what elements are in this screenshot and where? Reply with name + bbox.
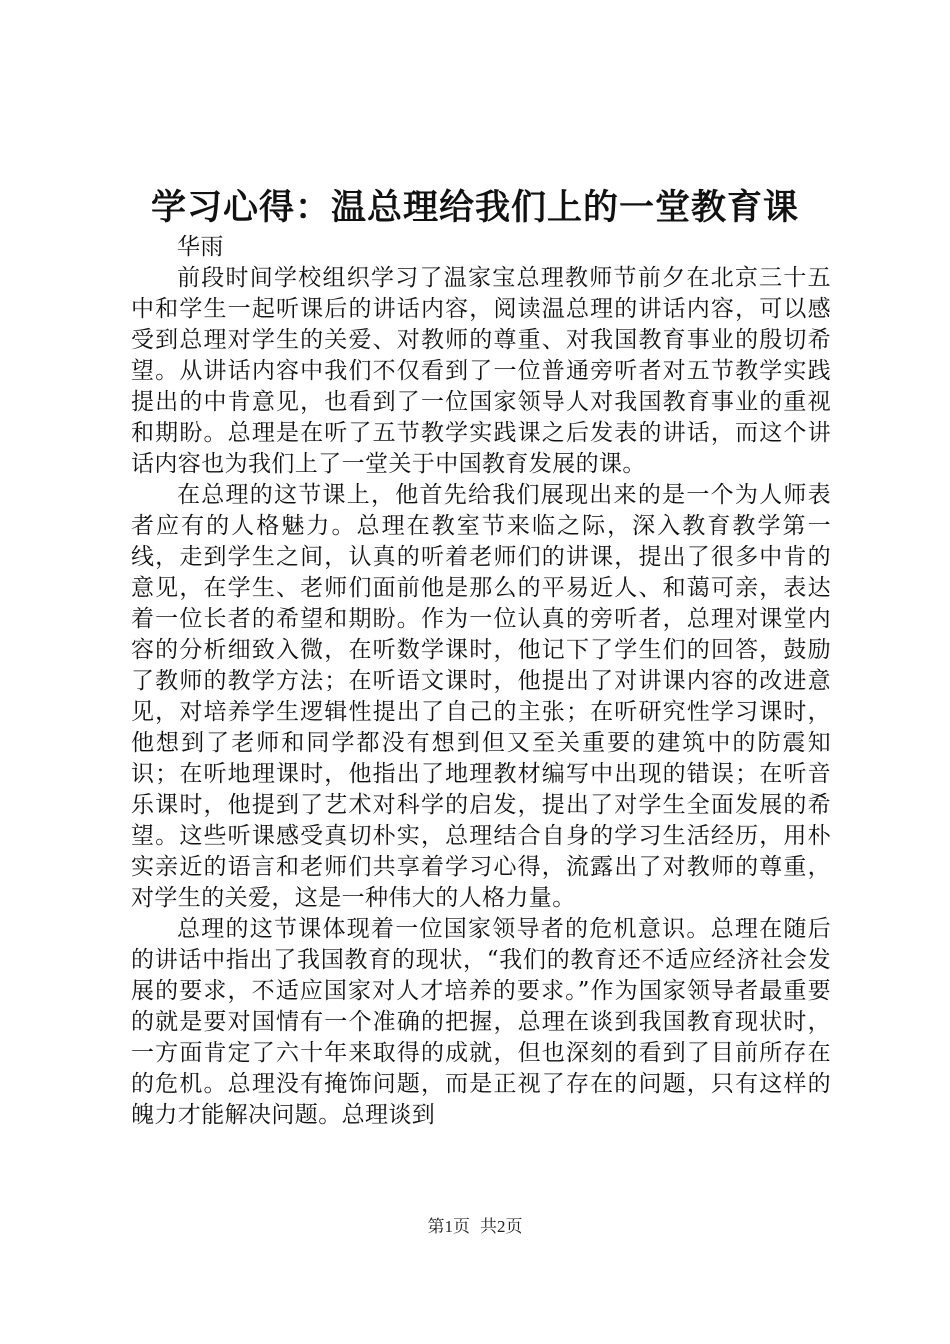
document-title: 学习心得：温总理给我们上的一堂教育课 [150, 187, 799, 228]
paragraph-2: 在总理的这节课上，他首先给我们展现出来的是一个为人师表者应有的人格魅力。总理在教室节来临之际，深入教育教学第一线，走到学生之间，认真的听着老师们的讲课，提出了很多中肯的意见，在学生、老师们面前他是那么的平易近人、和蔼可亲，表达着一位长者的希望和期盼。作为一位认真的旁听者，总理对课堂内容的分析细致入微，在听数学课时，他记下了学生们的回答，鼓励了教师的教学方法；在听语文课时，他提出了对讲课内容的改进意见，对培养学生逻辑性提出了自己的主张；在听研究性学习课时，他想到了老师和同学都没有想到但又至关重要的建筑中的防震知识；在听地理课时，他指出了地理教材编写中出现的错误；在听音乐课时，他提到了艺术对科学的启发，提出了对学生全面发展的希望。这些听课感受真切朴实，总理结合自身的学习生活经历，用朴实亲近的语言和老师们共享着学习心得，流露出了对教师的尊重，对学生的关爱，这是一种伟大的人格力量。 [131, 482, 831, 911]
paragraph-3: 总理的这节课体现着一位国家领导者的危机意识。总理在随后的讲话中指出了我国教育的现状，“我们的教育还不适应经济社会发展的要求，不适应国家对人才培养的要求。”作为国家领导者最重要的就是要对国情有一个准确的把握，总理在谈到我国教育现状时，一方面肯定了六十年来取得的成就，但也深刻的看到了目前所存在的危机。总理没有掩饰问题，而是正视了存在的问题，只有这样的魄力才能解决问题。总理谈到 [131, 916, 831, 1128]
author-name: 华雨 [177, 234, 224, 260]
page-count: 共2页 [480, 1217, 523, 1236]
document-body [131, 232, 831, 1131]
page-footer [0, 1215, 950, 1239]
page-number: 第1页 [427, 1217, 470, 1236]
paragraph-1: 前段时间学校组织学习了温家宝总理教师节前夕在北京三十五中和学生一起听课后的讲话内容，阅读温总理的讲话内容，可以感受到总理对学生的关爱、对教师的尊重、对我国教育事业的殷切希望。从讲话内容中我们不仅看到了一位普通旁听者对五节教学实践提出的中肯意见，也看到了一位国家领导人对我国教育事业的重视和期盼。总理是在听了五节教学实践课之后发表的讲话，而这个讲话内容也为我们上了一堂关于中国教育发展的课。 [131, 265, 831, 477]
